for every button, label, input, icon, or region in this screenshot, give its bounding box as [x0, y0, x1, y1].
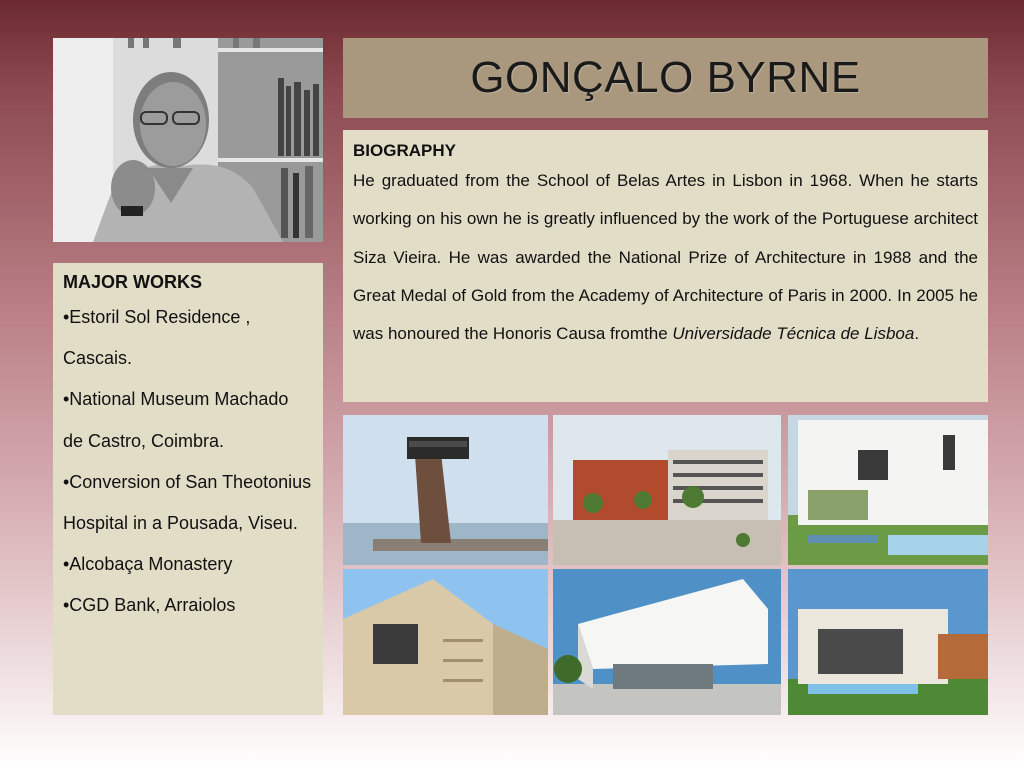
university-name: Universidade Técnica de Lisboa	[672, 324, 915, 344]
building-photo	[553, 415, 781, 565]
major-works-heading: MAJOR WORKS	[63, 272, 202, 292]
list-item: •Conversion of San Theotonius Hospital in a Pousada, Viseu.	[63, 471, 312, 534]
biography-text: He graduated from the School of Belas Artes in Lisbon in 1968. When he starts working on his own he is greatly influenced by the work of the Portuguese architect Siza Vieira. He was awarded the National Prize of Architecture in 1988 and the Great Medal of Gold from the Academy of Architecture of Paris in 2000. In 2005 he was honoured the Honoris Causa fromthe Universidade Técnica de Lisboa.	[353, 171, 978, 344]
pavilion-photo	[553, 569, 781, 715]
list-item: •Alcobaça Monastery	[63, 554, 233, 575]
title-bar	[343, 38, 988, 118]
page-title: GONÇALO BYRNE	[470, 53, 861, 102]
tower-photo	[343, 415, 548, 565]
major-works-panel	[53, 263, 323, 715]
villa-photo	[788, 415, 988, 565]
museum-photo	[343, 569, 548, 715]
list-item: •National Museum Machado de Castro, Coimbra.	[63, 389, 289, 451]
biography-panel	[343, 130, 988, 402]
list-item: •Estoril Sol Residence , Cascais.	[63, 307, 251, 369]
architect-portrait-photo	[53, 38, 323, 242]
house-photo	[788, 569, 988, 715]
list-item: •CGD Bank, Arraiolos	[63, 595, 236, 616]
biography-heading: BIOGRAPHY	[353, 141, 456, 160]
